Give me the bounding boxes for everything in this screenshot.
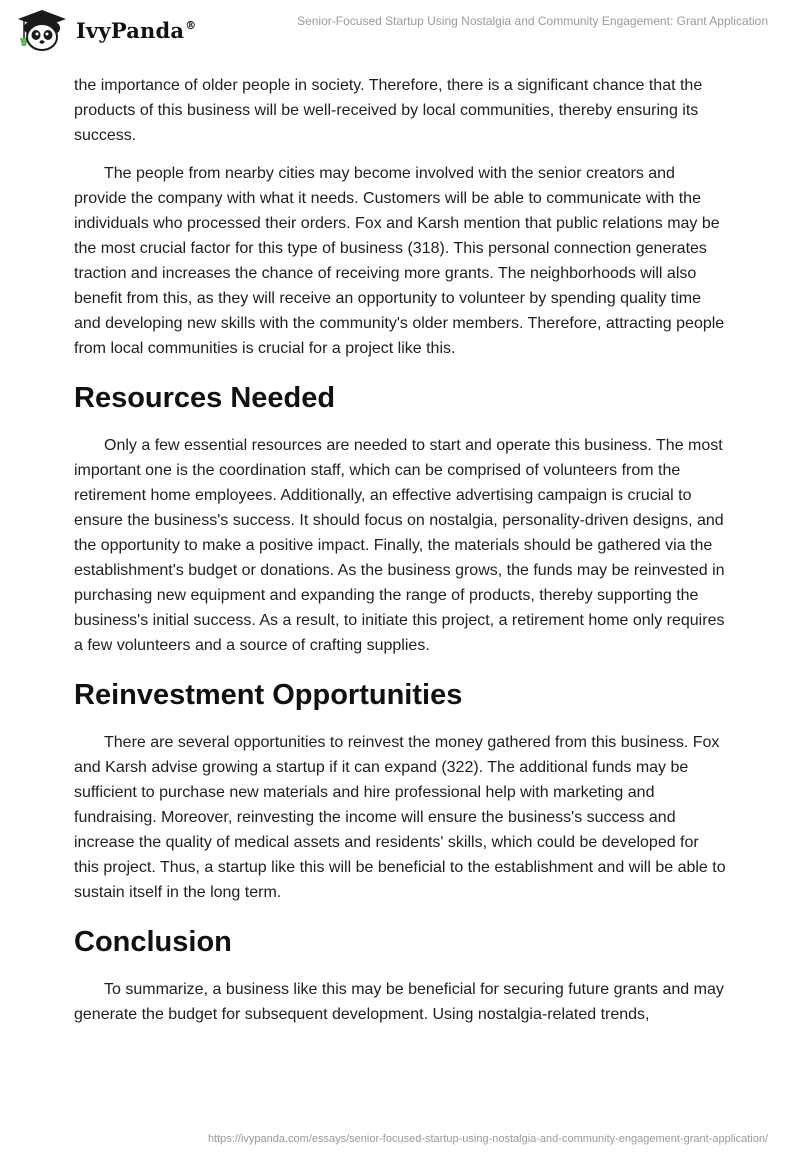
paragraph-conclusion: To summarize, a business like this may be beneficial for securing future grants and may generate the budget for subsequent development. Using nostalgia-related trends, xyxy=(74,981,724,1023)
paragraph-community: The people from nearby cities may become involved with the senior creators and provide the company with what it needs. Customers will be able to communicate with the individuals who processed their orders. Fox and Karsh mention that public relations may be the most crucial factor for this type of business (318). This personal connection generates traction and increases the chance of receiving more grants. The neighborhoods will also benefit from this, as they will receive an opportunity to volunteer by spending quality time and developing new skills with the community's older members. Therefore, attracting people from local communities is crucial for a project like this. xyxy=(74,165,725,357)
heading-resources-needed: Resources Needed xyxy=(74,382,336,414)
heading-conclusion: Conclusion xyxy=(74,926,232,958)
source-url[interactable]: https://ivypanda.com/essays/senior-focused-startup-using-nostalgia-and-community-engagement-grant-application/ xyxy=(207,1133,768,1145)
heading-reinvestment-opportunities: Reinvestment Opportunities xyxy=(74,679,463,711)
paragraph-resources: Only a few essential resources are needed to start and operate this business. The most important one is the coordination staff, which can be comprised of volunteers from the retirement home employees. Additionally, an effective advertising campaign is crucial to ensure the business's success. It should focus on nostalgia, personality-driven designs, and the opportunity to make a positive impact. Finally, the materials should be gathered via the establishment's budget or donations. As the business grows, the funds may be reinvested in purchasing new equipment and expanding the range of products, thereby supporting the business's initial success. As a result, to initiate this project, a retirement home only requires a few volunteers and a source of crafting supplies. xyxy=(74,437,725,654)
panda-graduate-icon xyxy=(16,8,68,52)
essay-body xyxy=(74,73,726,1040)
document-title: Senior-Focused Startup Using Nostalgia and Community Engagement: Grant Application xyxy=(297,14,768,28)
brand-name: IvyPanda® xyxy=(76,17,197,43)
paragraph-continuation: the importance of older people in society. Therefore, there is a significant chance that the products of this business will be well-received by local communities, thereby ensuring its success. xyxy=(74,77,703,144)
page-header xyxy=(0,0,800,66)
paragraph-reinvestment: There are several opportunities to reinvest the money gathered from this business. Fox and Karsh advise growing a startup if it can expand (322). The additional funds may be sufficient to purchase new materials and hire professional help with marketing and fundraising. Moreover, reinvesting the income will ensure the business's success and increase the quality of medical assets and residents' skills, which could be developed for this project. Thus, a startup like this will be beneficial to the establishment and will be able to sustain itself in the long term. xyxy=(74,734,726,901)
brand-logo[interactable] xyxy=(16,8,196,52)
